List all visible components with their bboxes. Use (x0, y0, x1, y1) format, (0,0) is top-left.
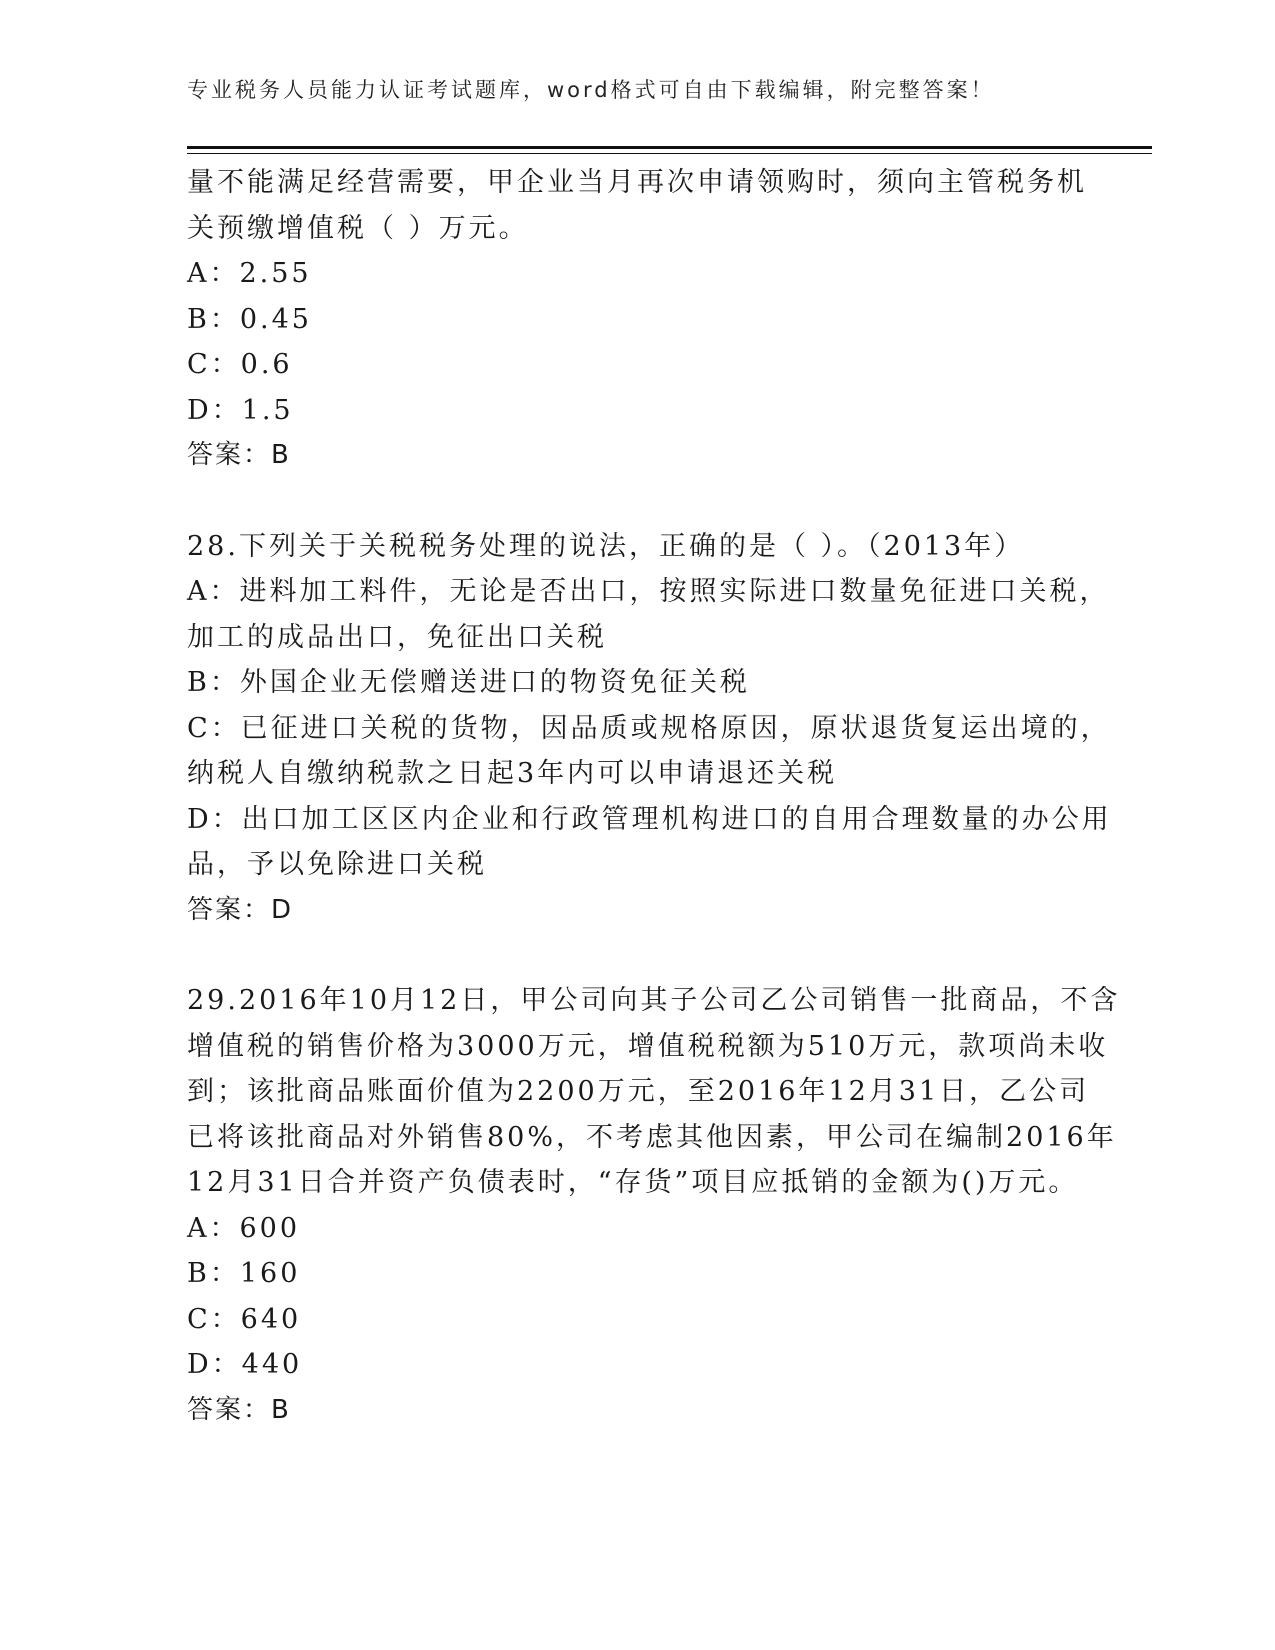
option-b: B：外国企业无偿赠送进口的物资免征关税 (187, 667, 750, 698)
option-d: D：出口加工区区内企业和行政管理机构进口的自用合理数量的办公用 (187, 803, 1112, 835)
option-c-continued: 纳税人自缴纳税款之日起3年内可以申请退还关税 (187, 758, 838, 789)
question-stem-line: 关预缴增值税（ ）万元。 (187, 212, 529, 244)
question-stem-line: 12月31日合并资产负债表时，“存货”项目应抵销的金额为()万元。 (187, 1167, 1079, 1198)
option-a: A：2.55 (187, 258, 312, 289)
header-rule-thin (187, 153, 1152, 154)
header-rule-thick (187, 146, 1152, 149)
answer-line: 答案：B (187, 440, 291, 470)
answer-line: 答案：D (187, 894, 294, 925)
question-stem-line: 29.2016年10月12日，甲公司向其子公司乙公司销售一批商品，不含 (187, 985, 1121, 1016)
answer-line: 答案：B (187, 1394, 291, 1425)
page-header-text: 专业税务人员能力认证考试题库，word格式可自由下载编辑，附完整答案！ (187, 78, 995, 102)
question-stem-line: 到；该批商品账面价值为2200万元，至2016年12月31日，乙公司 (187, 1076, 1090, 1107)
option-d: D：1.5 (187, 394, 294, 426)
spacer (187, 479, 1087, 524)
option-c: C：640 (187, 1303, 302, 1335)
option-b: B：160 (187, 1258, 301, 1289)
question-stem-line: 量不能满足经营需要，甲企业当月再次申请领购时，须向主管税务机 (187, 167, 1087, 198)
option-a: A：600 (187, 1212, 301, 1244)
question-28 (187, 524, 1112, 934)
question-27 (187, 160, 1087, 479)
option-d-continued: 品，予以免除进口关税 (187, 849, 487, 880)
question-stem-line: 已将该批商品对外销售80%，不考虑其他因素，甲公司在编制2016年 (187, 1121, 1117, 1153)
question-stem-line: 增值税的销售价格为3000万元，增值税税额为510万元，款项尚未收 (187, 1030, 1109, 1062)
option-c: C：已征进口关税的货物，因品质或规格原因，原状退货复运出境的， (187, 712, 1111, 744)
option-b: B：0.45 (187, 303, 312, 335)
option-a-continued: 加工的成品出口，免征出口关税 (187, 621, 607, 653)
document-body (187, 160, 1121, 1433)
question-29 (187, 978, 1121, 1433)
option-d: D：440 (187, 1349, 303, 1380)
question-stem-line: 28.下列关于关税税务处理的说法，正确的是（ ）。（2013年） (187, 530, 1025, 562)
option-c: C：0.6 (187, 349, 293, 380)
spacer (187, 933, 1087, 978)
option-a: A：进料加工料件，无论是否出口，按照实际进口数量免征进口关税， (187, 576, 1110, 607)
